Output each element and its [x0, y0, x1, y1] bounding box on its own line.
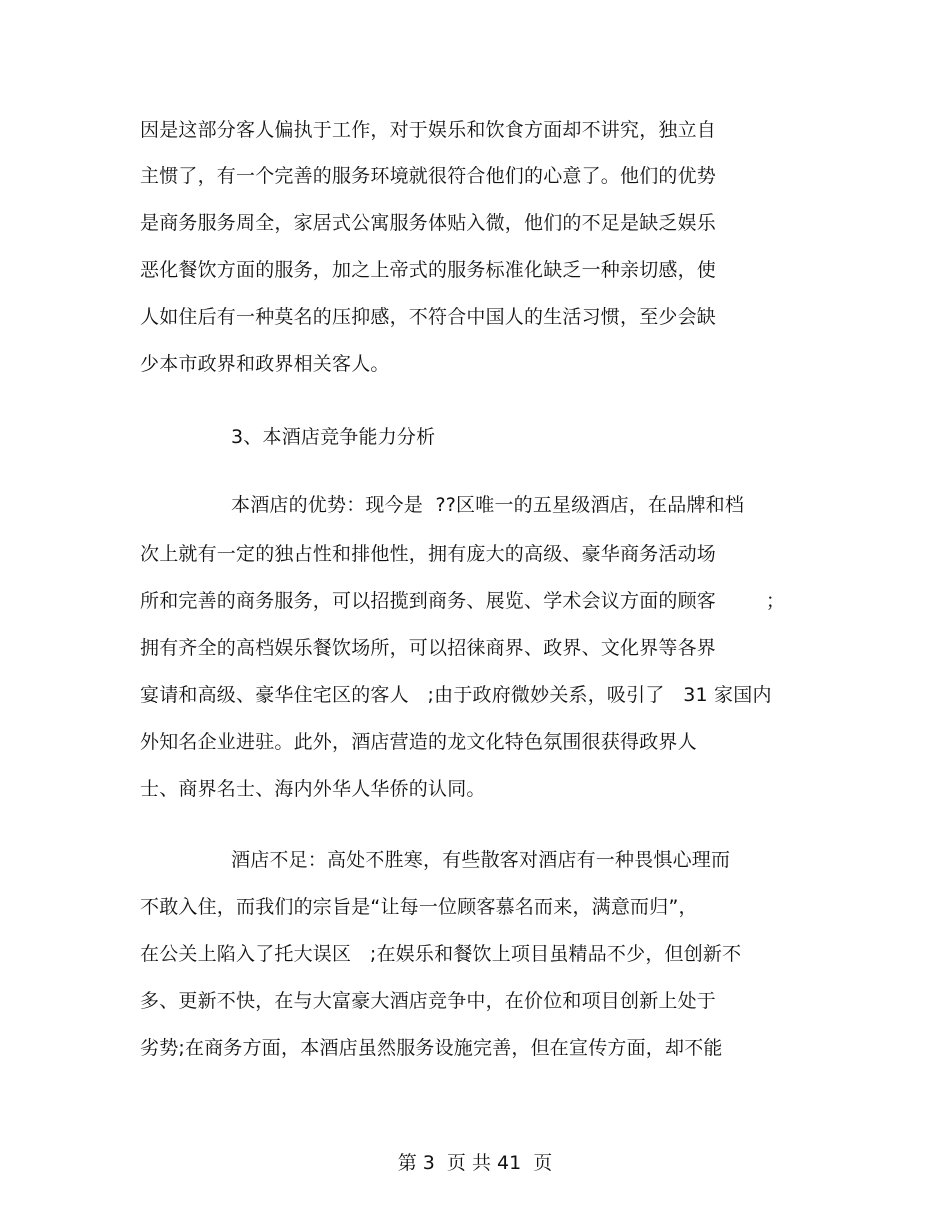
paragraph-line: 是商务服务周全，家居式公寓服务体贴入微，他们的不足是缺乏娱乐	[140, 212, 717, 234]
paragraph-line: 次上就有一定的独占性和排他性，拥有庞大的高级、豪华商务活动场	[140, 543, 717, 565]
paragraph-line: 酒店不足：高处不胜寒，有些散客对酒店有一种畏惧心理而	[231, 849, 731, 871]
paragraph-line: 宴请和高级、豪华住宅区的客人 ;由于政府微妙关系，吸引了 31 家国内	[140, 684, 772, 706]
paragraph-line: 恶化餐饮方面的服务，加之上帝式的服务标准化缺乏一种亲切感，使	[140, 259, 717, 281]
paragraph-line: 因是这部分客人偏执于工作，对于娱乐和饮食方面却不讲究，独立自	[140, 119, 717, 141]
page-number-footer: 第 3 页 共 41 页	[397, 1152, 553, 1174]
paragraph-line: 士、商界名士、海内外华人华侨的认同。	[140, 778, 486, 800]
paragraph-line: 劣势;在商务方面，本酒店虽然服务设施完善，但在宣传方面，却不能	[140, 1037, 723, 1059]
paragraph-line: 不敢入住，而我们的宗旨是“让每一位顾客慕名而来，满意而归”，	[140, 896, 698, 918]
section-heading: 3、本酒店竞争能力分析	[231, 426, 436, 448]
paragraph-line: 外知名企业进驻。此外，酒店营造的龙文化特色氛围很获得政界人	[140, 731, 697, 753]
paragraph-line: 人如住后有一种莫名的压抑感，不符合中国人的生活习惯，至少会缺	[140, 306, 717, 328]
paragraph-line: 本酒店的优势：现今是 ??区唯一的五星级酒店，在品牌和档	[231, 494, 745, 516]
paragraph-line: 少本市政界和政界相关客人。	[140, 353, 390, 375]
paragraph-line: 多、更新不快，在与大富豪大酒店竞争中，在价位和项目创新上处于	[140, 990, 717, 1012]
paragraph-line: 所和完善的商务服务，可以招揽到商务、展览、学术会议方面的顾客 ；	[140, 590, 786, 612]
paragraph-line: 主惯了，有一个完善的服务环境就很符合他们的心意了。他们的优势	[140, 165, 717, 187]
paragraph-line: 拥有齐全的高档娱乐餐饮场所，可以招徕商界、政界、文化界等各界	[140, 637, 717, 659]
paragraph-line: 在公关上陷入了托大误区 ;在娱乐和餐饮上项目虽精品不少，但创新不	[140, 943, 742, 965]
